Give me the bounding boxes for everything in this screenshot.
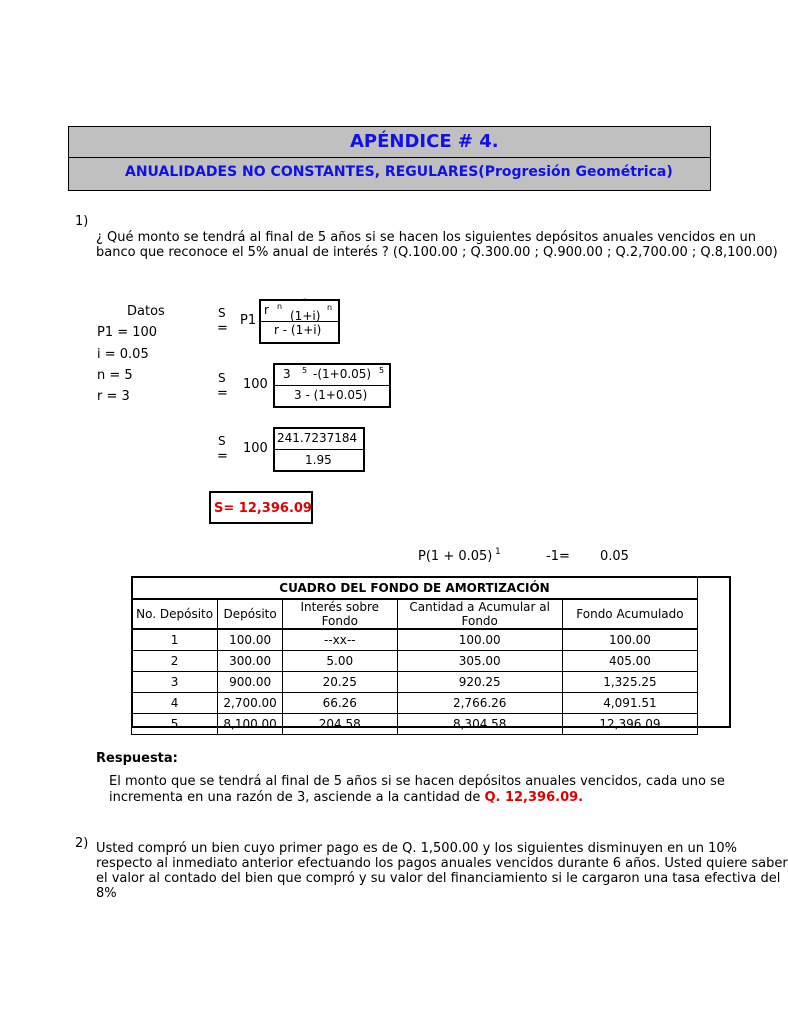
table-cell: 5.00	[282, 651, 397, 672]
table-cell: 305.00	[397, 651, 562, 672]
table-cell: 2,700.00	[218, 693, 283, 714]
datos-p1: P1 = 100	[97, 325, 158, 340]
table-cell: 4,091.51	[562, 693, 697, 714]
table-cell: 300.00	[218, 651, 283, 672]
formula-2-eq: =	[217, 386, 228, 401]
rate-value: 0.05	[600, 549, 629, 564]
formula-1-num-r: r	[264, 303, 269, 317]
problem-2-line-1: Usted compró un bien cuyo primer pago es de Q. 1,500.00 y los siguientes disminuyen en un 10%	[96, 841, 737, 856]
table-title: CUADRO DEL FONDO DE AMORTIZACIÓN	[132, 577, 698, 600]
table-cell: 66.26	[282, 693, 397, 714]
datos-label: Datos	[127, 304, 165, 319]
table-cell: 20.25	[282, 672, 397, 693]
table-cell: 2	[132, 651, 218, 672]
problem-2-line-2: respecto al inmediato anterior efectuando los pagos anuales vencidos durante 6 años. Usted quiere saber	[96, 856, 788, 871]
formula-1-sup-n2: n	[327, 303, 333, 312]
table-row	[132, 693, 698, 714]
formula-2-fraction-line	[275, 385, 389, 386]
table-row	[132, 714, 698, 735]
answer-line-2-text: incrementa en una razón de 3, asciende a la cantidad de	[109, 790, 485, 805]
answer-text	[109, 774, 725, 806]
formula-3-fraction-line	[275, 449, 363, 450]
formula-3-coef: 100	[243, 441, 268, 456]
table-header-cell: Depósito	[218, 599, 283, 629]
table-cell: 100.00	[397, 629, 562, 651]
problem-2-line-4: 8%	[96, 886, 117, 901]
table-cell: 100.00	[562, 629, 697, 651]
table-row	[132, 651, 698, 672]
amortization-table	[131, 576, 698, 735]
table-header-cell: Interés sobre Fondo	[282, 599, 397, 629]
formula-1-den: r - (1+i)	[274, 323, 322, 337]
table-cell: 100.00	[218, 629, 283, 651]
problem-1-text	[96, 230, 778, 260]
table-header-cell: Cantidad a Acumular al Fondo	[397, 599, 562, 629]
datos-n: n = 5	[97, 368, 133, 383]
problem-2-text	[96, 841, 788, 901]
table-cell: 405.00	[562, 651, 697, 672]
formula-2-sup-5: 5	[302, 366, 308, 375]
table-cell: 920.25	[397, 672, 562, 693]
result-box	[209, 491, 313, 524]
formula-3-eq: =	[217, 449, 228, 464]
problem-1-line-2: banco que reconoce el 5% anual de interés ? (Q.100.00 ; Q.300.00 ; Q.900.00 ; Q.2,700.00 ; Q.8,100.00)	[96, 245, 778, 260]
datos-i: i = 0.05	[97, 347, 149, 362]
table-header-cell: No. Depósito	[132, 599, 218, 629]
formula-3-num: 241.7237184	[277, 431, 358, 445]
problem-1-number: 1)	[75, 214, 89, 229]
formula-2-sup-5b: 5	[379, 366, 385, 375]
formula-2-s: S	[218, 371, 226, 385]
table-cell: 1,325.25	[562, 672, 697, 693]
rate-minus-one: -1=	[546, 549, 570, 564]
formula-1-num-1i: (1+i)	[290, 309, 321, 323]
page-subtitle: ANUALIDADES NO CONSTANTES, REGULARES(Progresión Geométrica)	[125, 164, 673, 180]
formula-3-den: 1.95	[305, 453, 332, 467]
formula-2-num-3: 3	[283, 367, 291, 381]
amortization-table-container	[131, 576, 698, 731]
answer-line-2	[109, 790, 700, 806]
table-row	[132, 672, 698, 693]
header-title-bar	[68, 126, 711, 158]
table-cell: 4	[132, 693, 218, 714]
answer-line-1: El monto que se tendrá al final de 5 años si se hacen depósitos anuales vencidos, cada uno se	[109, 774, 725, 789]
rate-expression: P(1 + 0.05)	[418, 549, 493, 564]
table-cell: 5	[132, 714, 218, 735]
table-cell: 3	[132, 672, 218, 693]
table-cell: 8,100.00	[218, 714, 283, 735]
problem-2-line-3: el valor al contado del bien que compró y su valor del financiamiento si le cargaron una tasa efectiva del	[96, 871, 781, 886]
table-row	[132, 629, 698, 651]
table-cell: 12,396.09	[562, 714, 697, 735]
table-cell: --xx--	[282, 629, 397, 651]
formula-1-s: S	[218, 306, 226, 320]
datos-r: r = 3	[97, 389, 130, 404]
formula-2-coef: 100	[243, 377, 268, 392]
header-subtitle-bar	[68, 158, 711, 191]
formula-2-den: 3 - (1+0.05)	[294, 388, 368, 402]
table-cell: 1	[132, 629, 218, 651]
formula-3-s: S	[218, 434, 226, 448]
formula-1-sup-n: n	[277, 302, 283, 311]
table-header-cell: Fondo Acumulado	[562, 599, 697, 629]
rate-exponent: 1	[495, 547, 501, 557]
formula-1-dash: -	[303, 294, 307, 305]
answer-label: Respuesta:	[96, 751, 178, 766]
table-cell: 2,766.26	[397, 693, 562, 714]
formula-1-coef: P1	[240, 313, 257, 328]
formula-1-eq: =	[217, 321, 228, 336]
table-cell: 900.00	[218, 672, 283, 693]
problem-2-number: 2)	[75, 836, 89, 851]
formula-1-fraction-line	[261, 321, 338, 322]
problem-1-line-1: ¿ Qué monto se tendrá al final de 5 años si se hacen los siguientes depósitos anuales vencidos en un	[96, 230, 757, 245]
formula-2-num-rest: -(1+0.05)	[313, 367, 372, 381]
table-cell: 8,304.58	[397, 714, 562, 735]
result-value: S= 12,396.09	[214, 501, 312, 516]
answer-amount: Q. 12,396.09.	[484, 790, 584, 805]
table-header-row	[132, 599, 698, 629]
table-cell: 204.58	[282, 714, 397, 735]
page-title: APÉNDICE # 4.	[350, 131, 499, 152]
